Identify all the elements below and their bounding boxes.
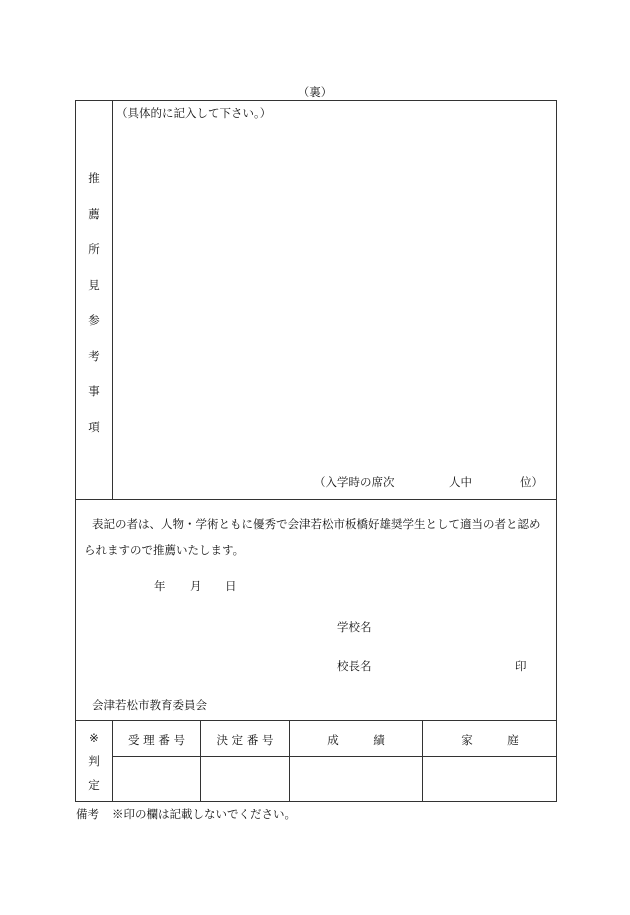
statement-line-1: 表記の者は、人物・学術ともに優秀で会津若松市板橋好雄奨学生として適当の者と認め — [92, 517, 541, 531]
grades-cell[interactable] — [290, 757, 421, 801]
note-label: 備考 — [76, 807, 99, 821]
recommendation-instruction: （具体的に記入して下さい。） — [116, 106, 272, 120]
column-header-decision-number: 決 定 番 号 — [216, 733, 274, 747]
column-header-receipt-number: 受 理 番 号 — [128, 733, 185, 747]
rank-prefix: （入学時の席次 — [314, 475, 395, 489]
decision-number-cell[interactable] — [201, 757, 288, 801]
recommendation-text-area[interactable] — [114, 124, 554, 469]
label-char: 参 — [88, 313, 100, 327]
rank-enrolled-field[interactable] — [395, 472, 447, 490]
school-name-field[interactable] — [378, 616, 528, 634]
addressee: 会津若松市教育委員会 — [92, 698, 207, 712]
rank-position-field[interactable] — [476, 472, 518, 490]
judgment-label-char: 定 — [88, 778, 100, 792]
label-char: 見 — [88, 278, 100, 292]
rank-suffix: 位） — [520, 475, 543, 489]
seal-mark: 印 — [515, 659, 527, 673]
principal-name-field[interactable] — [378, 655, 508, 673]
label-char: 所 — [88, 242, 100, 256]
note-text: ※印の欄は記載しないでください。 — [112, 807, 296, 821]
label-char: 事 — [88, 384, 100, 398]
section-divider-2 — [75, 720, 557, 721]
label-char: 推 — [88, 171, 100, 185]
receipt-number-cell[interactable] — [113, 757, 199, 801]
date-day: 日 — [225, 579, 237, 593]
column-header-grades: 成 績 — [327, 733, 385, 747]
label-char: 薦 — [88, 207, 100, 221]
statement-line-2: られますので推薦いたします。 — [84, 543, 245, 557]
judgment-mark: ※ — [89, 731, 99, 745]
judgment-label-char: 判 — [88, 754, 100, 768]
rank-middle: 人中 — [449, 475, 472, 489]
column-header-family: 家 庭 — [461, 733, 519, 747]
recommendation-label-divider — [112, 100, 113, 499]
label-char: 項 — [88, 420, 100, 434]
label-char: 考 — [88, 349, 100, 363]
family-cell[interactable] — [423, 757, 556, 801]
side-label: （裏） — [297, 85, 333, 99]
date-month: 月 — [190, 579, 202, 593]
date-year: 年 — [154, 579, 166, 593]
section-divider-1 — [75, 499, 557, 500]
school-name-label: 学校名 — [337, 620, 372, 634]
principal-name-label: 校長名 — [337, 659, 372, 673]
